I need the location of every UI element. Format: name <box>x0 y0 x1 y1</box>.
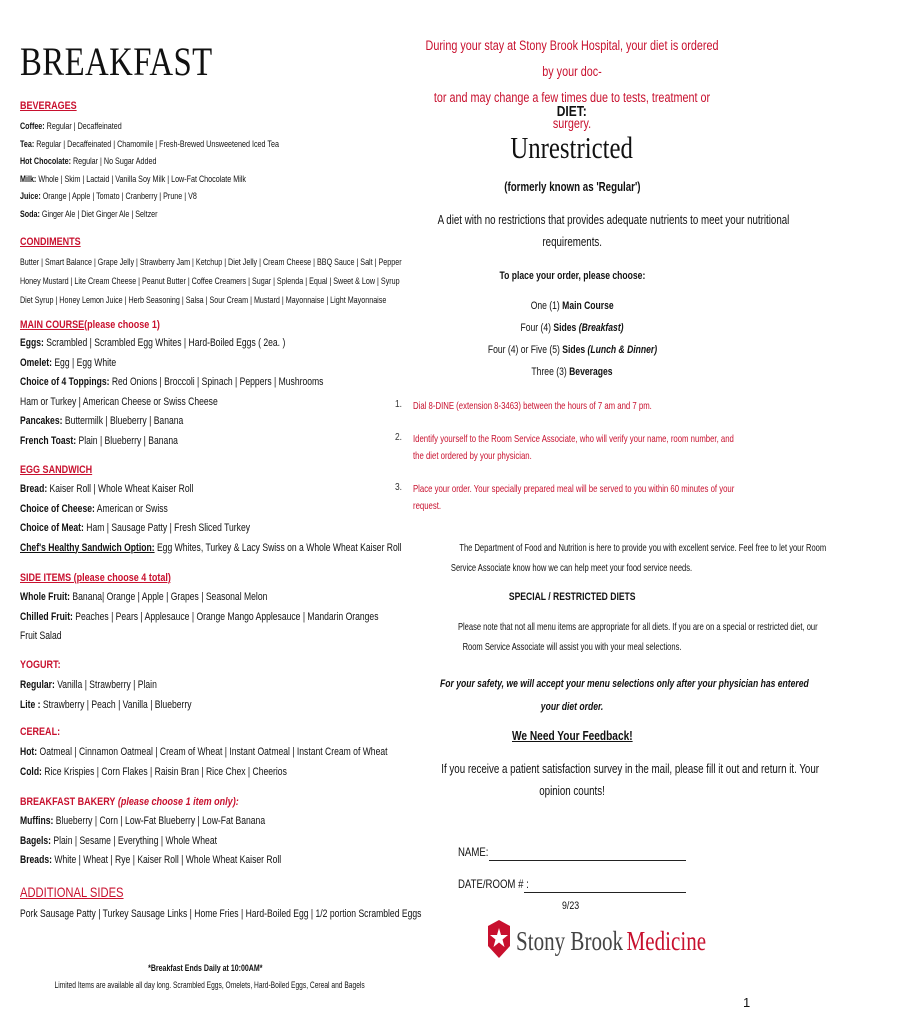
menu-line-label: Hot: <box>20 746 38 758</box>
menu-line-text: Ham | Sausage Patty | Fresh Sliced Turkey <box>83 522 251 534</box>
menu-line <box>20 156 157 166</box>
page-number: 1 <box>743 995 751 1010</box>
menu-line <box>20 139 279 149</box>
main-course-title: MAIN COURSE <box>20 319 85 331</box>
menu-line-text: Banana| Orange | Apple | Grapes | Seasonal Melon <box>70 591 268 603</box>
limited-items-note <box>0 975 410 993</box>
menu-line-label: Bread: <box>20 483 48 495</box>
diet-desc-2-row <box>388 233 756 251</box>
feedback-title-row <box>388 727 756 745</box>
menu-line-label: Soda: <box>20 208 40 219</box>
menu-line: Honey Mustard | Lite Cream Cheese | Peanut Butter | Coffee Creamers | Sugar | Splenda | Equal | Sweet & Low | Syrup <box>20 276 400 286</box>
order-choice-count: Four (4) <box>520 322 554 334</box>
step-text-line: the diet ordered by your physician. <box>413 450 532 462</box>
intro-line-2: tor and may change a few times due to tests, treatment or surgery. <box>433 90 711 131</box>
menu-line-label: Chilled Fruit: <box>20 610 73 623</box>
menu-line-text: Blueberry | Corn | Low-Fat Blueberry | Low-Fat Banana <box>53 815 266 827</box>
safety-1-row <box>388 674 809 692</box>
menu-line <box>20 191 197 201</box>
step-text <box>413 431 739 465</box>
menu-line <box>20 699 192 711</box>
menu-line <box>20 209 158 219</box>
menu-line-text: Plain | Blueberry | Banana <box>76 434 178 447</box>
order-choice-text <box>520 322 623 334</box>
menu-line-label: Tea: <box>20 138 35 149</box>
order-choice-text <box>531 300 614 312</box>
feedback-title: We Need Your Feedback! <box>511 728 633 743</box>
dept-line-1: The Department of Food and Nutrition is here to provide you with excellent service. Feel free to let your Room <box>459 542 827 554</box>
condiments-header: CONDIMENTS <box>20 236 81 248</box>
step-text-line: Place your order. Your specially prepared meal will be served to you within 60 minutes of your <box>413 483 735 495</box>
menu-line-text: Peaches | Pears | Applesauce | Orange Mango Applesauce | Mandarin Oranges <box>72 610 379 623</box>
menu-line-text: Orange | Apple | Tomato | Cranberry | Prune | V8 <box>40 191 197 201</box>
bakery-title: BREAKFAST BAKERY <box>20 796 116 808</box>
step-text-line: Dial 8-DINE (extension 8-3463) between the hours of 7 am and 7 pm. <box>413 400 652 412</box>
order-choice-meal: (Breakfast) <box>578 322 624 334</box>
diet-name: Unrestricted <box>510 130 634 165</box>
intro-paragraph <box>388 33 756 137</box>
safety-line-1: For your safety, we will accept your menu selections only after your physician has entered <box>440 678 809 690</box>
step-text-line: request. <box>413 500 442 512</box>
order-choice <box>388 340 756 358</box>
menu-line <box>20 503 168 515</box>
date-room-field[interactable] <box>524 892 686 893</box>
menu-line <box>20 835 217 847</box>
order-title: To place your order, please choose: <box>499 270 645 282</box>
special-title-row <box>388 587 756 605</box>
menu-line-label: Pancakes: <box>20 415 63 427</box>
version-date: 9/23 <box>562 900 580 912</box>
order-choice-count: Four (4) or Five (5) <box>487 344 562 356</box>
menu-line-text: Ginger Ale | Diet Ginger Ale | Seltzer <box>39 208 158 219</box>
menu-line-label: French Toast: <box>20 434 77 447</box>
menu-line-text: Scrambled | Scrambled Egg Whites | Hard-Boiled Eggs ( 2ea. ) <box>43 337 286 349</box>
additional-sides-header: ADDITIONAL SIDES <box>20 884 124 900</box>
menu-line <box>20 483 193 495</box>
logo-wordmark <box>516 926 706 957</box>
menu-line: Butter | Smart Balance | Grape Jelly | Strawberry Jam | Ketchup | Diet Jelly | Cream Cheese | BBQ Sauce | Salt | Pepper <box>20 257 402 267</box>
order-title-row <box>388 266 756 284</box>
diet-desc-1-row <box>388 211 790 229</box>
feedback-line-1: If you receive a patient satisfaction survey in the mail, please fill it out and return it. Your <box>441 762 820 776</box>
date-room-label: DATE/ROOM # : <box>458 877 529 891</box>
menu-line-text: Regular | Decaffeinated <box>44 121 122 131</box>
menu-line <box>20 815 265 827</box>
menu-line-text: Regular | Decaffeinated | Chamomile | Fresh-Brewed Unsweetened Iced Tea <box>34 138 279 149</box>
menu-line-text: Strawberry | Peach | Vanilla | Blueberry <box>40 698 192 711</box>
intro-line-1: During your stay at Stony Brook Hospital, your diet is ordered by your doc- <box>425 38 719 79</box>
menu-line-label: Eggs: <box>20 337 44 349</box>
menu-line <box>20 630 61 642</box>
special-title: SPECIAL / RESTRICTED DIETS <box>508 591 636 603</box>
menu-line <box>20 522 250 534</box>
order-choice <box>388 318 756 336</box>
menu-line-text: Vanilla | Strawberry | Plain <box>54 679 157 691</box>
menu-line-text: Buttermilk | Blueberry | Banana <box>62 415 184 427</box>
menu-line-text: Oatmeal | Cinnamon Oatmeal | Cream of Wheat | Instant Oatmeal | Instant Cream of Wheat <box>37 746 388 758</box>
name-label: NAME: <box>458 845 489 859</box>
breakfast-ends-text: *Breakfast Ends Daily at 10:00AM* <box>147 963 263 973</box>
menu-line <box>20 854 281 866</box>
menu-line <box>20 376 323 388</box>
step-text <box>413 481 739 515</box>
feedback-1-row <box>388 760 820 778</box>
dept-line-2: Service Associate know how we can help meet your food service needs. <box>451 562 693 574</box>
menu-line <box>20 435 178 447</box>
menu-line-label: Hot Chocolate: <box>20 156 71 166</box>
order-choice-count: Three (3) <box>531 366 570 378</box>
menu-line-label: Lite : <box>20 698 41 711</box>
menu-line-text: American or Swiss <box>94 502 168 515</box>
menu-line <box>20 337 285 349</box>
menu-line <box>20 415 183 427</box>
menu-line <box>20 611 378 623</box>
bakery-header <box>20 796 239 808</box>
menu-line-text: Egg Whites, Turkey & Lacy Swiss on a Whole Wheat Kaiser Roll <box>154 541 402 554</box>
menu-line-text: Rice Krispies | Corn Flakes | Raisin Bran | Rice Chex | Cheerios <box>41 765 287 778</box>
logo-text-2: Medicine <box>626 926 707 956</box>
menu-line <box>20 542 402 554</box>
diet-desc-1: A diet with no restrictions that provides adequate nutrients to meet your nutritional <box>437 213 790 227</box>
name-field[interactable] <box>489 860 686 861</box>
menu-line <box>20 746 388 758</box>
additional-sides-line: Pork Sausage Patty | Turkey Sausage Links | Home Fries | Hard-Boiled Egg | 1/2 portion Scrambled Eggs <box>20 908 422 920</box>
egg-sandwich-header: EGG SANDWICH <box>20 464 93 476</box>
order-choice <box>388 362 756 380</box>
menu-line <box>20 679 157 691</box>
menu-line-label: Whole Fruit: <box>20 591 71 603</box>
order-choice-item: Main Course <box>561 300 614 312</box>
diet-desc-2: requirements. <box>542 235 602 249</box>
order-choice-count: One (1) <box>530 300 562 312</box>
menu-line <box>20 396 218 408</box>
menu-line <box>20 174 246 184</box>
safety-line-2: your diet order. <box>540 701 604 713</box>
special-1-row <box>388 617 818 635</box>
safety-2-row <box>388 697 756 715</box>
formerly-row <box>388 178 756 196</box>
special-line-2: Room Service Associate will assist you with your meal selections. <box>462 641 682 653</box>
special-2-row <box>388 637 756 655</box>
step-number: 3. <box>395 481 403 493</box>
breakfast-ends-note <box>20 958 390 976</box>
feedback-line-2: opinion counts! <box>539 784 605 798</box>
main-course-header <box>20 319 160 331</box>
menu-line-text: Kaiser Roll | Whole Wheat Kaiser Roll <box>47 483 194 495</box>
menu-line <box>20 591 267 603</box>
bakery-note: (please choose 1 item only): <box>115 796 239 808</box>
dept-2-row <box>388 558 756 576</box>
order-choice-item: Sides <box>561 344 588 356</box>
menu-line-text: Plain | Sesame | Everything | Whole Wheat <box>51 834 217 847</box>
order-choice <box>388 296 756 314</box>
diet-name-row <box>388 130 756 166</box>
menu-line-text: White | Wheat | Rye | Kaiser Roll | Whole Wheat Kaiser Roll <box>51 854 282 866</box>
diet-label: DIET: <box>557 103 587 120</box>
menu-line-label: Chef's Healthy Sandwich Option: <box>20 541 155 554</box>
menu-line-label: Breads: <box>20 854 52 866</box>
order-choice-meal: (Lunch & Dinner) <box>587 344 657 356</box>
menu-line-text: Regular | No Sugar Added <box>70 156 157 166</box>
menu-line-text: Whole | Skim | Lactaid | Vanilla Soy Milk | Low-Fat Chocolate Milk <box>36 173 246 184</box>
step-text <box>413 398 739 415</box>
menu-line-label: Choice of Cheese: <box>20 502 95 515</box>
menu-line-label: Choice of 4 Toppings: <box>20 376 110 388</box>
menu-line: Diet Syrup | Honey Lemon Juice | Herb Seasoning | Salsa | Sour Cream | Mustard | Mayonnaise | Light Mayonnaise <box>20 295 387 305</box>
menu-line-label: Juice: <box>20 191 41 201</box>
yogurt-header: YOGURT: <box>20 659 61 671</box>
diet-label-row <box>388 103 756 121</box>
order-choice-text <box>487 344 656 356</box>
step-text-line: Identify yourself to the Room Service Associate, who will verify your name, room number, and <box>413 433 734 445</box>
page-title: BREAKFAST <box>20 39 213 84</box>
feedback-2-row <box>388 782 756 800</box>
dept-1-row <box>388 538 827 556</box>
order-choice-item: Sides <box>553 322 579 334</box>
special-line-1: Please note that not all menu items are appropriate for all diets. If you are on a special or restricted diet, our <box>457 621 818 633</box>
menu-line-label: Muffins: <box>20 815 54 827</box>
menu-line-label: Bagels: <box>20 834 52 847</box>
menu-line-label: Omelet: <box>20 356 52 369</box>
main-course-note: (please choose 1) <box>84 319 160 331</box>
menu-line-label: Choice of Meat: <box>20 522 84 534</box>
menu-line <box>20 766 287 778</box>
menu-line-label: Milk: <box>20 173 37 184</box>
side-items-header: SIDE ITEMS (please choose 4 total) <box>20 572 171 584</box>
cereal-header: CEREAL: <box>20 726 61 738</box>
stony-brook-logo-icon <box>488 920 510 958</box>
order-choice-item: Beverages <box>569 366 613 378</box>
menu-line-text: Ham or Turkey | American Cheese or Swiss Cheese <box>20 395 218 408</box>
menu-line <box>20 357 116 369</box>
beverages-header: BEVERAGES <box>20 100 77 112</box>
order-choice-text <box>531 366 612 378</box>
menu-line-text: Red Onions | Broccoli | Spinach | Peppers | Mushrooms <box>109 376 324 388</box>
menu-line-text: Fruit Salad <box>20 630 62 642</box>
logo-text-1: Stony Brook <box>516 926 624 956</box>
step-number: 2. <box>395 431 403 443</box>
menu-line-label: Regular: <box>20 679 55 691</box>
step-number: 1. <box>395 398 403 410</box>
limited-items-text: Limited Items are available all day long. Scrambled Eggs, Omelets, Hard-Boiled Eggs, Cereal and Bagels <box>54 980 365 990</box>
menu-line-label: Cold: <box>20 765 42 778</box>
menu-line-text: Egg | Egg White <box>51 356 117 369</box>
formerly-text: (formerly known as 'Regular') <box>503 180 641 194</box>
menu-line <box>20 121 122 131</box>
menu-line-label: Coffee: <box>20 121 45 131</box>
